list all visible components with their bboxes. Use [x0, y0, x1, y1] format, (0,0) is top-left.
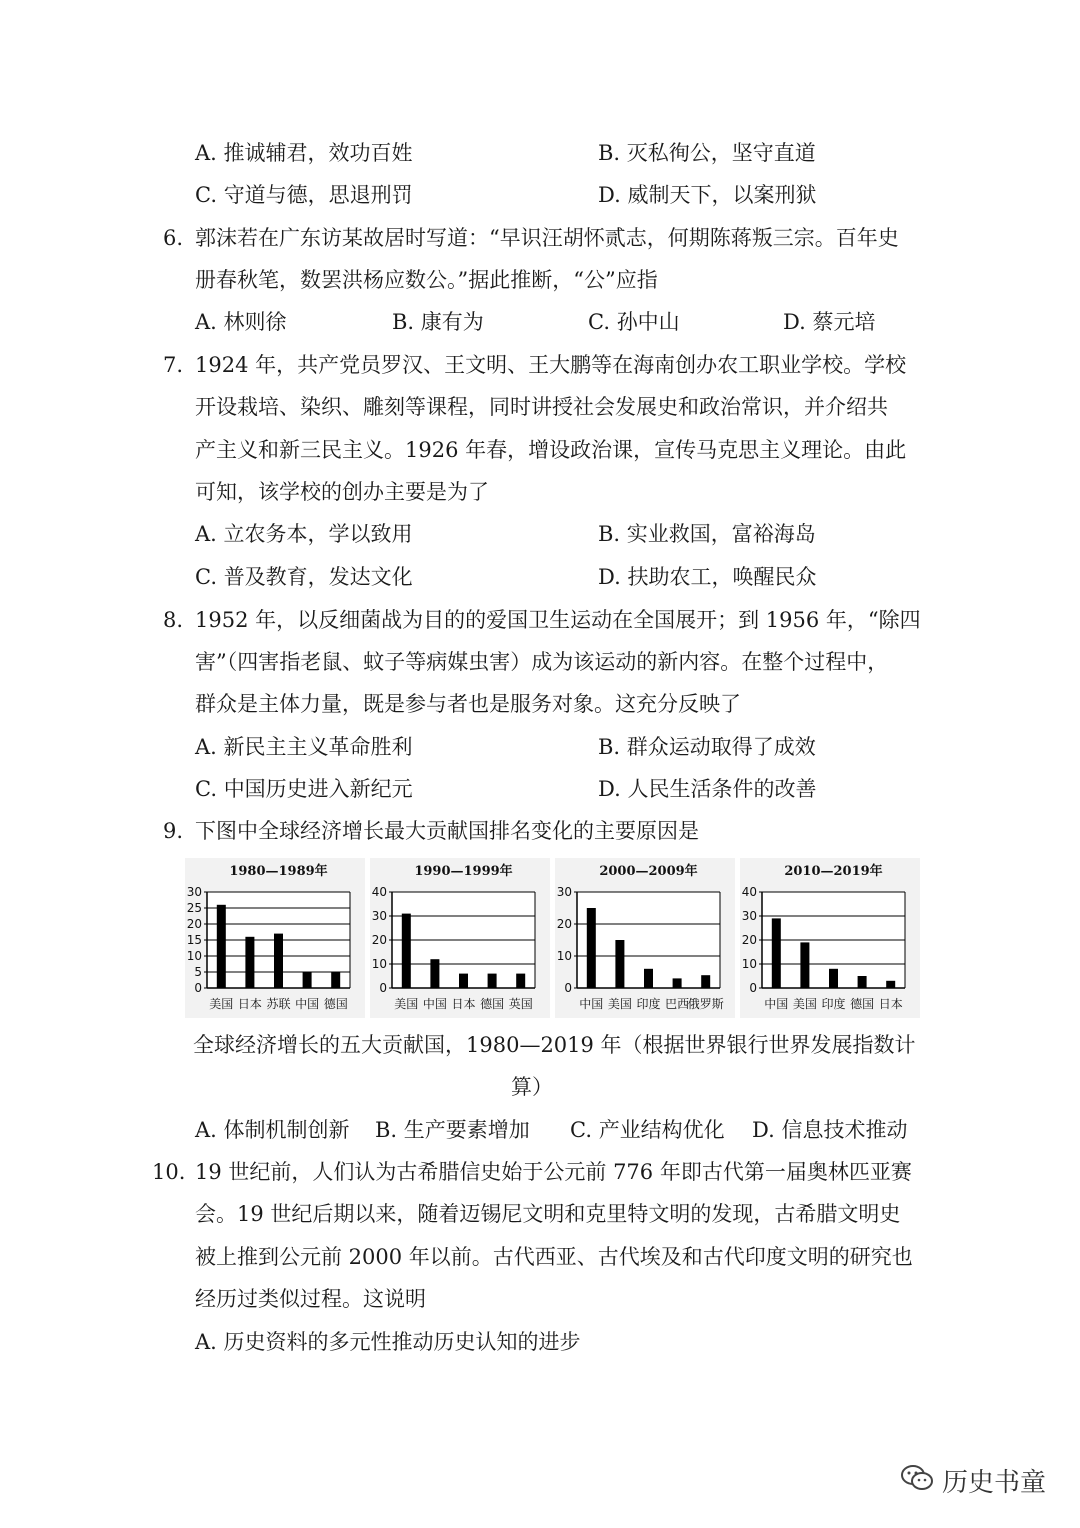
x-tick-label: 德国 [850, 997, 875, 1011]
y-tick-label: 10 [186, 949, 202, 963]
q8-number: 8. [163, 608, 184, 632]
q9-option-d: D. 信息技术推动 [752, 1118, 908, 1142]
bar [488, 974, 497, 988]
y-tick-label: 10 [371, 957, 387, 971]
bar [459, 974, 468, 988]
y-tick-label: 15 [186, 933, 202, 947]
q7-option-b: B. 实业救国，富裕海岛 [598, 522, 816, 546]
q9-option-c: C. 产业结构优化 [570, 1118, 725, 1142]
bar [858, 976, 867, 988]
q8-option-b: B. 群众运动取得了成效 [598, 735, 816, 759]
bar [886, 981, 895, 988]
y-tick-label: 30 [741, 909, 757, 923]
q7-option-d: D. 扶助农工，唤醒民众 [598, 565, 817, 589]
x-tick-label: 巴西 [665, 997, 690, 1011]
q7-number: 7. [163, 353, 184, 377]
q7-option-c: C. 普及教育，发达文化 [195, 565, 413, 589]
y-tick-label: 30 [556, 885, 572, 899]
y-tick-label: 25 [186, 901, 202, 915]
x-tick-label: 美国 [792, 997, 817, 1011]
q8-line-3: 群众是主体力量，既是参与者也是服务对象。这充分反映了 [195, 692, 741, 716]
bar [772, 918, 781, 988]
y-tick-label: 0 [564, 981, 572, 995]
y-tick-label: 20 [371, 933, 387, 947]
y-tick-label: 30 [371, 909, 387, 923]
q10-option-a: A. 历史资料的多元性推动历史认知的进步 [195, 1330, 581, 1354]
q6-line-1: 郭沫若在广东访某故居时写道：“早识汪胡怀贰志，何期陈蒋叛三宗。百年史 [195, 226, 899, 250]
x-tick-label: 英国 [508, 997, 533, 1011]
y-tick-label: 40 [741, 885, 757, 899]
q9-option-b: B. 生产要素增加 [375, 1118, 530, 1142]
chart-title: 1980—1989年 [229, 864, 328, 879]
x-tick-label: 印度 [636, 997, 661, 1011]
q10-line-2: 会。19 世纪后期以来，随着迈锡尼文明和克里特文明的发现，古希腊文明史 [195, 1202, 901, 1226]
q7-option-a: A. 立农务本，学以致用 [195, 522, 413, 546]
y-tick-label: 10 [741, 957, 757, 971]
chart-title: 2000—2009年 [599, 864, 698, 879]
y-tick-label: 20 [741, 933, 757, 947]
q9-number: 9. [163, 819, 184, 843]
bar [615, 940, 624, 988]
x-tick-label: 中国 [579, 997, 604, 1011]
y-tick-label: 0 [749, 981, 757, 995]
chart-1990-1999 [370, 858, 550, 1018]
bar [701, 975, 710, 988]
q5-option-a: A. 推诚辅君，效功百姓 [195, 141, 413, 165]
y-tick-label: 0 [379, 981, 387, 995]
q6-option-a: A. 林则徐 [195, 310, 287, 334]
q8-option-a: A. 新民主主义革命胜利 [195, 735, 413, 759]
q7-line-2: 开设栽培、染织、雕刻等课程，同时讲授社会发展史和政治常识，并介绍共 [195, 395, 888, 419]
x-tick-label: 苏联 [266, 997, 291, 1011]
x-tick-label: 中国 [764, 997, 789, 1011]
q10-number: 10. [152, 1160, 186, 1184]
q8-line-2: 害”（四害指老鼠、蚊子等病媒虫害）成为该运动的新内容。在整个过程中， [195, 650, 889, 674]
y-tick-label: 30 [186, 885, 202, 899]
q6-number: 6. [163, 226, 184, 250]
chart-caption-line-2: 算） [511, 1075, 553, 1099]
x-tick-label: 中国 [295, 997, 320, 1011]
q6-option-c: C. 孙中山 [588, 310, 680, 334]
q5-option-b: B. 灭私徇公，坚守直道 [598, 141, 816, 165]
chart-caption-line-1: 全球经济增长的五大贡献国，1980—2019 年（根据世界银行世界发展指数计 [193, 1033, 916, 1057]
x-tick-label: 日本 [451, 997, 476, 1011]
y-tick-label: 20 [186, 917, 202, 931]
bar [673, 978, 682, 988]
q6-line-2: 册春秋笔，数罢洪杨应数公。”据此推断，“公”应指 [195, 268, 658, 292]
q9-option-a: A. 体制机制创新 [195, 1118, 350, 1142]
bar [644, 969, 653, 988]
x-tick-label: 中国 [422, 997, 447, 1011]
bar [331, 972, 340, 988]
bar [217, 905, 226, 988]
chart-title: 2010—2019年 [784, 864, 883, 879]
x-tick-label: 美国 [394, 997, 419, 1011]
bar [303, 972, 312, 988]
x-tick-label: 俄罗斯 [687, 997, 724, 1011]
chart-2000-2009 [555, 858, 735, 1018]
bar [245, 937, 254, 988]
chart-title: 1990—1999年 [414, 864, 513, 879]
bar [402, 914, 411, 988]
q10-line-3: 被上推到公元前 2000 年以前。古代西亚、古代埃及和古代印度文明的研究也 [195, 1245, 913, 1269]
q10-line-4: 经历过类似过程。这说明 [195, 1287, 426, 1311]
x-tick-label: 美国 [209, 997, 234, 1011]
q8-line-1: 1952 年，以反细菌战为目的的爱国卫生运动在全国展开；到 1956 年，“除四 [195, 608, 921, 632]
bar [800, 942, 809, 988]
x-tick-label: 印度 [821, 997, 846, 1011]
q7-line-4: 可知，该学校的创办主要是为了 [195, 480, 489, 504]
q8-option-d: D. 人民生活条件的改善 [598, 777, 817, 801]
chart-2010-2019 [740, 858, 920, 1018]
watermark [900, 1458, 1060, 1502]
q5-option-d: D. 威制天下，以案刑狱 [598, 183, 817, 207]
wechat-icon [900, 1463, 934, 1498]
bar [430, 959, 439, 988]
q7-line-1: 1924 年，共产党员罗汉、王文明、王大鹏等在海南创办农工职业学校。学校 [195, 353, 907, 377]
q8-option-c: C. 中国历史进入新纪元 [195, 777, 413, 801]
x-tick-label: 日本 [878, 997, 903, 1011]
bar [587, 908, 596, 988]
bar [516, 974, 525, 988]
bar [829, 969, 838, 988]
q10-line-1: 19 世纪前，人们认为古希腊信史始于公元前 776 年即古代第一届奥林匹亚赛 [195, 1160, 912, 1184]
q9-stem: 下图中全球经济增长最大贡献国排名变化的主要原因是 [195, 819, 699, 843]
y-tick-label: 0 [194, 981, 202, 995]
x-tick-label: 美国 [607, 997, 632, 1011]
y-tick-label: 40 [371, 885, 387, 899]
chart-1980-1989 [185, 858, 365, 1018]
y-tick-label: 10 [556, 949, 572, 963]
y-tick-label: 5 [194, 965, 202, 979]
x-tick-label: 德国 [480, 997, 505, 1011]
bar [274, 934, 283, 988]
q6-option-b: B. 康有为 [392, 310, 484, 334]
x-tick-label: 日本 [237, 997, 262, 1011]
q5-option-c: C. 守道与德，思退刑罚 [195, 183, 413, 207]
q6-option-d: D. 蔡元培 [783, 310, 876, 334]
q7-line-3: 产主义和新三民主义。1926 年春，增设政治课，宣传马克思主义理论。由此 [195, 438, 907, 462]
watermark-text: 历史书童 [942, 1467, 1047, 1498]
x-tick-label: 德国 [323, 997, 348, 1011]
y-tick-label: 20 [556, 917, 572, 931]
